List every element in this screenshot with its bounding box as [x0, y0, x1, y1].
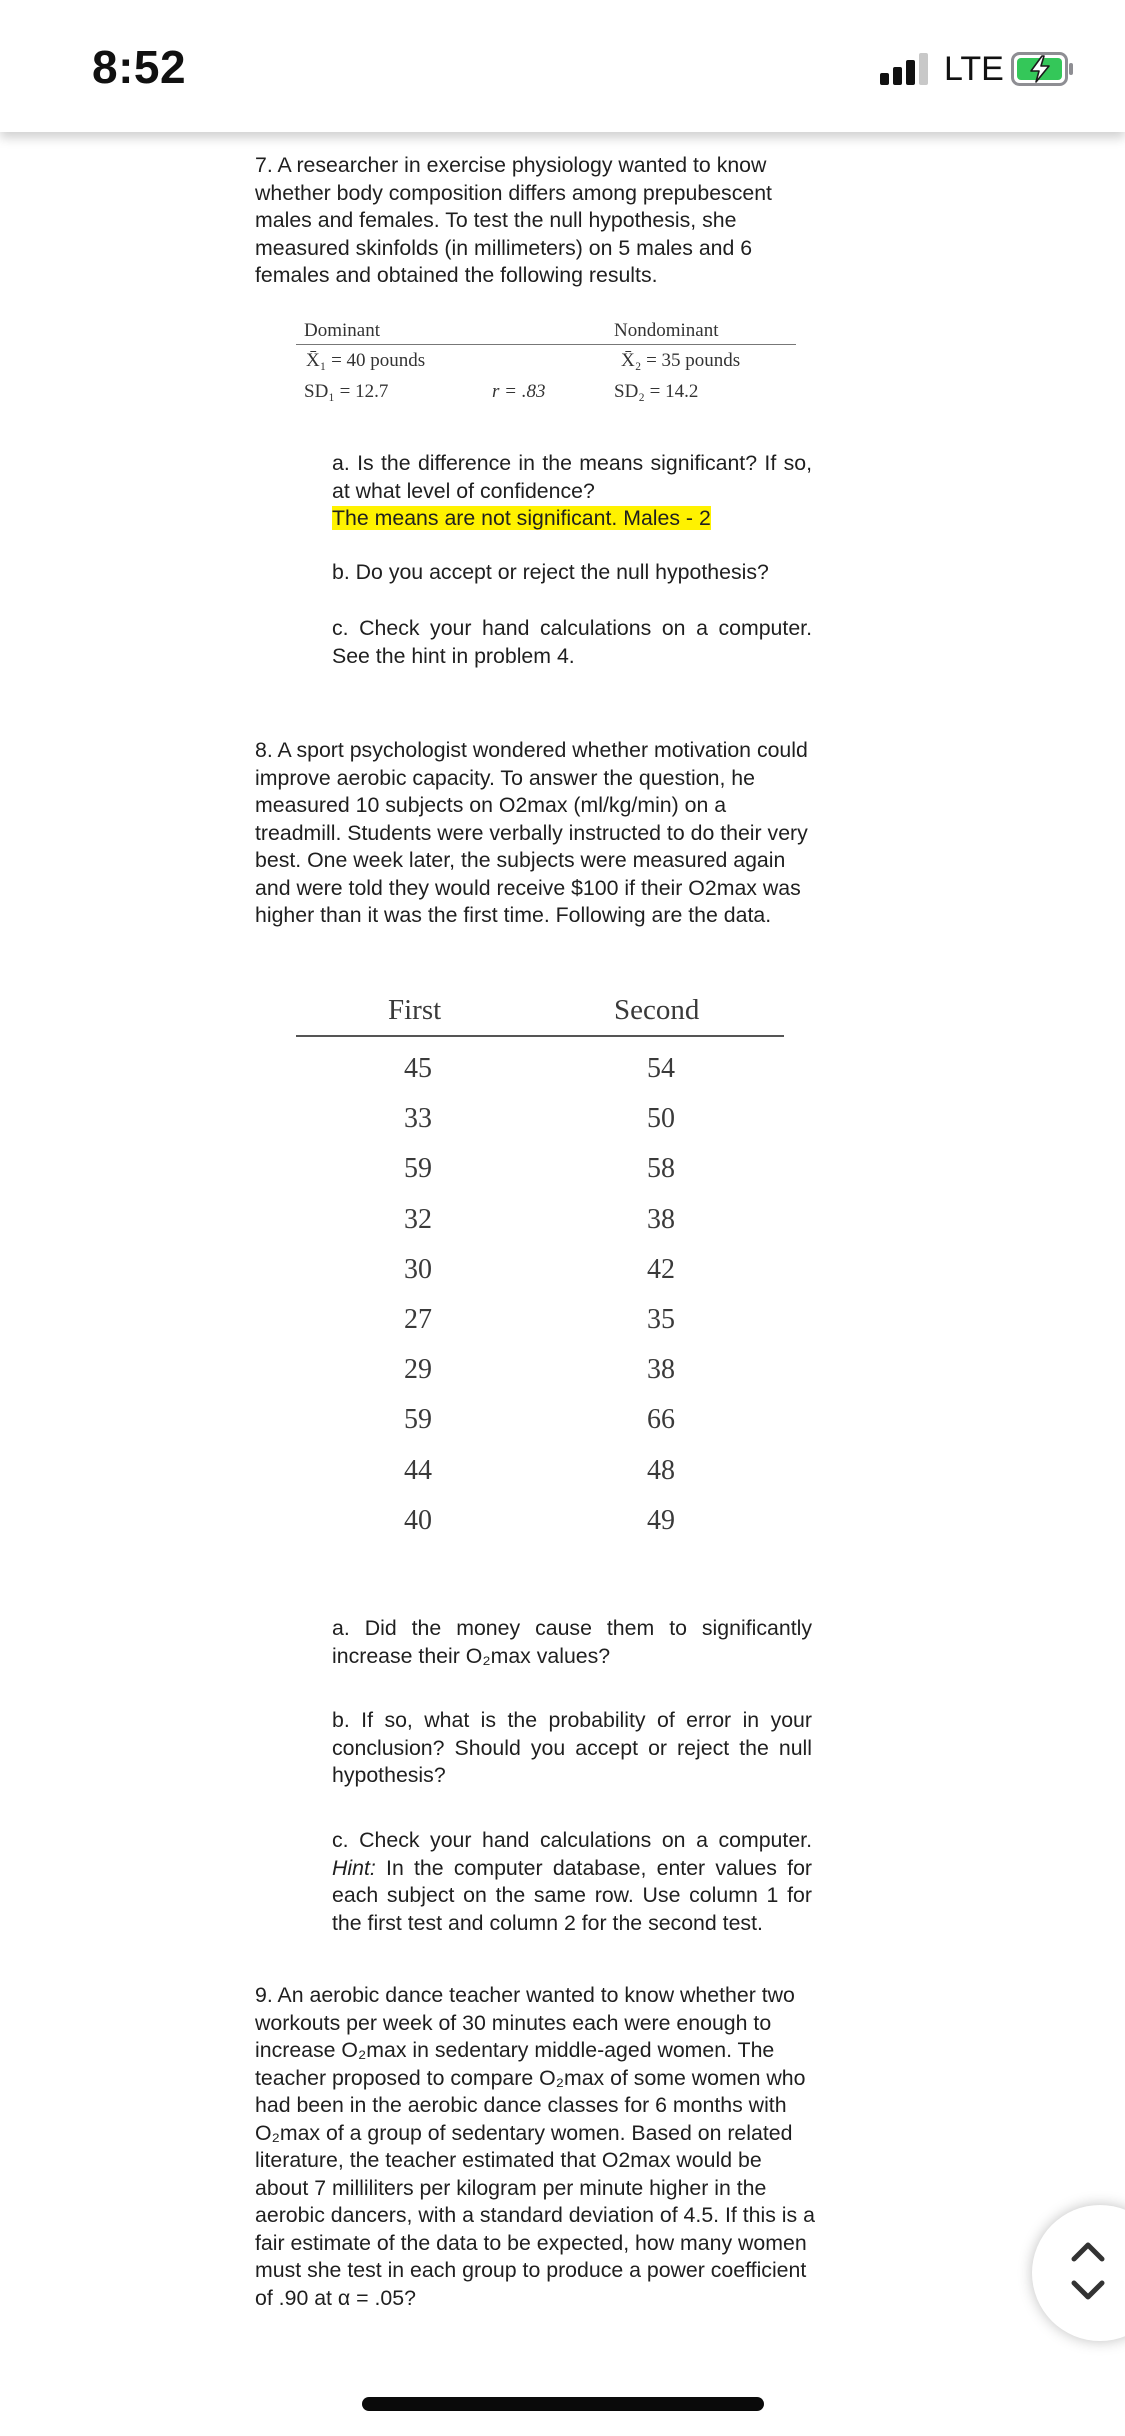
- question-7a-answer-highlight: The means are not significant. Males - 2: [332, 506, 711, 530]
- table-cell: 27: [404, 1304, 432, 1336]
- table-cell: 38: [647, 1354, 675, 1386]
- right-mean: X̄₂ = 35 pounds: [621, 350, 741, 371]
- left-mean: X̄₁ = 40 pounds: [306, 350, 426, 371]
- table-cell: 49: [647, 1504, 675, 1536]
- table-cell: 40: [404, 1504, 432, 1536]
- question-8c-hint-label: Hint:: [332, 1855, 376, 1880]
- question-8-text: 8. A sport psychologist wondered whether motivation could improve aerobic capacity. To answer the question, he measured 10 subjects on O2max (ml/kg/min) on a treadmill. Students were verbally instructed to do their very best. One week later, the subjects were measured again and were told they would receive $100 if their O2max was higher than it was the first time. Following are the data.: [255, 738, 808, 927]
- question-8a: a. Did the money cause them to significantly increase their O₂max values?: [332, 1616, 812, 1668]
- table-left-header: Dominant: [304, 320, 380, 341]
- chevron-up-icon[interactable]: [1068, 2235, 1108, 2265]
- question-7a-text: a. Is the difference in the means significant? If so, at what level of confidence?: [332, 451, 812, 503]
- table-rule: [296, 1035, 784, 1037]
- network-type: LTE: [944, 50, 1004, 88]
- table-cell: 66: [647, 1404, 675, 1436]
- table-cell: 48: [647, 1454, 675, 1486]
- question-8b: b. If so, what is the probability of error in your conclusion? Should you accept or reject the null hypothesis?: [332, 1708, 812, 1787]
- table-cell: 54: [647, 1053, 675, 1084]
- home-indicator[interactable]: [362, 2397, 764, 2411]
- table-cell: 30: [404, 1253, 432, 1285]
- table-cell: 29: [404, 1354, 432, 1386]
- table-header-first: First: [388, 994, 442, 1026]
- table-cell: 50: [647, 1103, 675, 1135]
- question-8c-hint: In the computer database, enter values for each subject on the same row. Use column 1 for the first test and column 2 for the second test.: [332, 1855, 813, 1935]
- signal-bars-icon: [880, 53, 934, 85]
- column-second: [621, 1044, 701, 1546]
- chevron-down-icon[interactable]: [1068, 2277, 1108, 2307]
- question-7b: b. Do you accept or reject the null hypothesis?: [332, 560, 769, 584]
- table-header-second: Second: [614, 994, 700, 1026]
- battery-charging-icon: [1011, 52, 1075, 86]
- correlation-r: r = .83: [492, 381, 546, 402]
- table-cell: 38: [647, 1203, 675, 1235]
- table-cell: 58: [647, 1153, 675, 1185]
- column-first: [378, 1044, 458, 1546]
- question-8c: [332, 1827, 812, 1937]
- status-bar: [0, 0, 1125, 132]
- right-sd: SD₂ = 14.2: [614, 381, 699, 402]
- question-8c-prefix: c. Check your hand calculations on a computer.: [332, 1828, 812, 1852]
- table-cell: 35: [647, 1304, 675, 1336]
- table-rule: [296, 344, 796, 345]
- question-7-text: 7. A researcher in exercise physiology wanted to know whether body composition differs among prepubescent males and females. To test the null hypothesis, she measured skinfolds (in millimeters) on 5 males and 6 females and obtained the following results.: [255, 153, 772, 287]
- table-cell: 59: [404, 1404, 432, 1436]
- question-9-text: 9. An aerobic dance teacher wanted to know whether two workouts per week of 30 minutes each were enough to increase O₂max in sedentary middle-aged women. The teacher proposed to compare O₂max of some women who had been in the aerobic dance classes for 6 months with O₂max of a group of sedentary women. Based on related literature, the teacher estimated that O2max would be about 7 milliliters per kilogram per minute higher in the aerobic dancers, with a standard deviation of 4.5. If this is a fair estimate of the data to be expected, how many women must she test in each group to produce a power coefficient of .90 at α = .05?: [255, 1983, 815, 2310]
- question-7a: [332, 450, 812, 533]
- table-cell: 44: [404, 1454, 432, 1486]
- status-time: 8:52: [92, 41, 187, 93]
- table-cell: 45: [404, 1053, 432, 1084]
- question-7c: c. Check your hand calculations on a computer. See the hint in problem 4.: [332, 616, 812, 668]
- table-cell: 32: [404, 1203, 432, 1235]
- table-right-header: Nondominant: [614, 320, 719, 341]
- left-sd: SD₁ = 12.7: [304, 381, 389, 402]
- table-cell: 59: [404, 1153, 432, 1185]
- question-8-table: [296, 994, 784, 1536]
- document-page: [0, 132, 1125, 2436]
- question-7-table: [296, 318, 796, 413]
- table-cell: 42: [647, 1253, 675, 1285]
- table-cell: 33: [404, 1103, 432, 1135]
